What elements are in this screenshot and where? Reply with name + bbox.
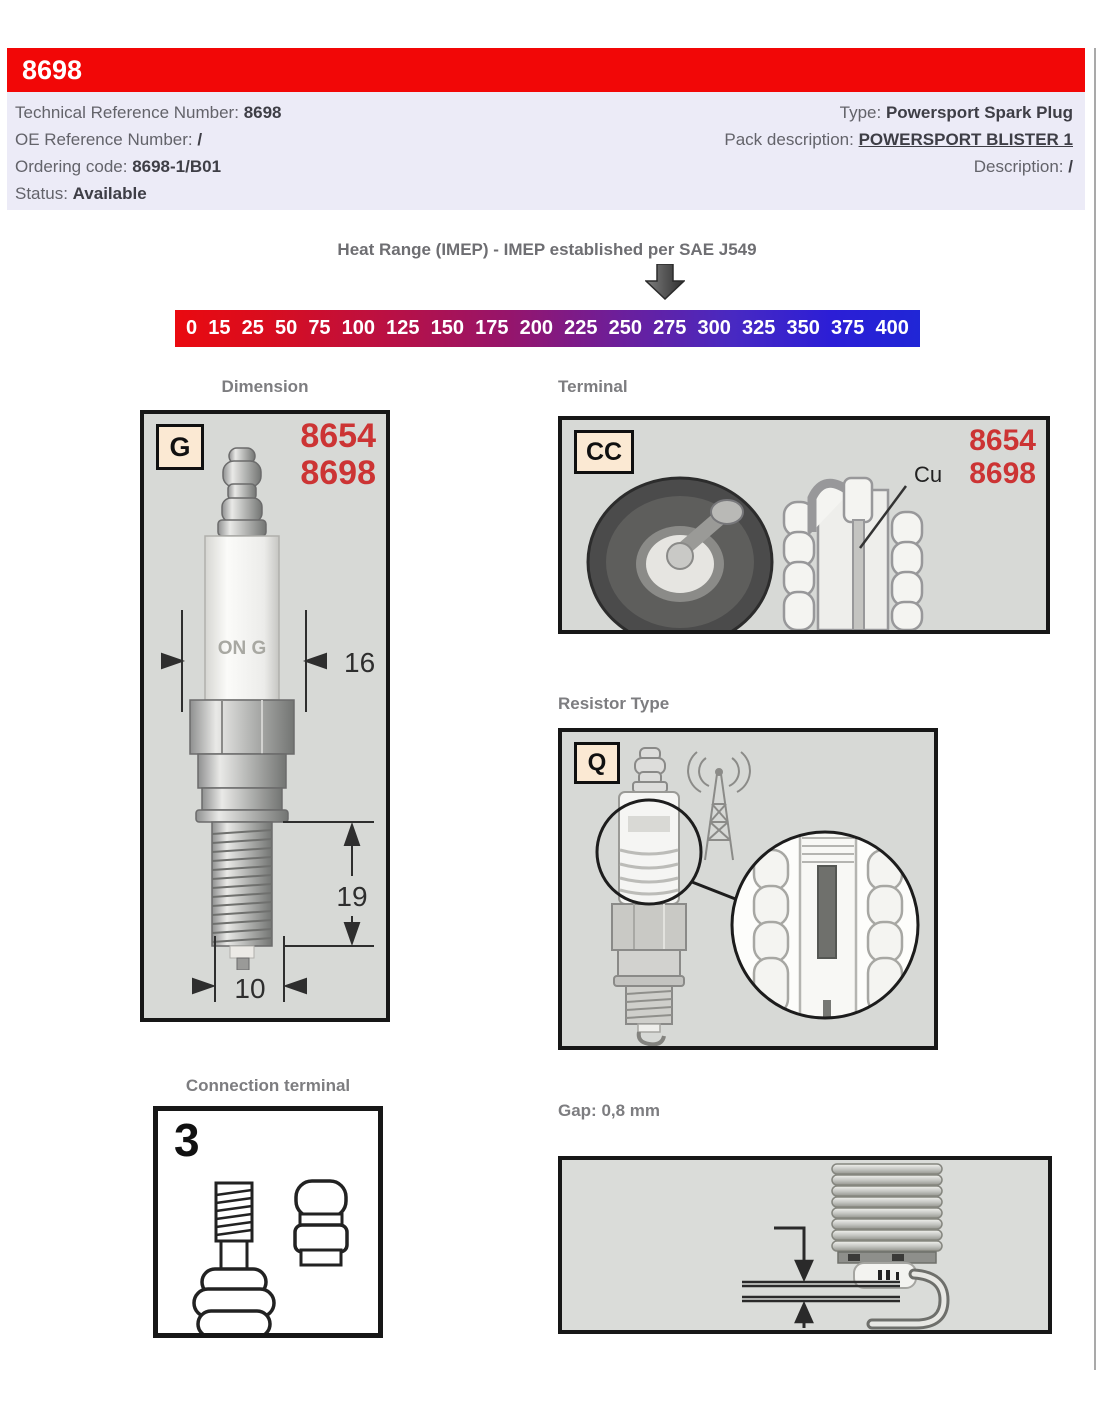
heat-tick: 200: [519, 317, 553, 339]
product-code: 8698: [969, 457, 1036, 490]
title-bar: [7, 48, 1085, 92]
dimension-spark-plug-drawing: [144, 414, 386, 1018]
terminal-nut: [295, 1181, 347, 1265]
connection-type-number: 3: [174, 1114, 200, 1166]
info-label: Type:: [839, 103, 882, 122]
info-value: /: [197, 130, 203, 149]
heat-range-scale-bar: [175, 310, 920, 347]
radio-tower-icon: [688, 752, 750, 860]
connection-terminal-panel: [153, 1106, 383, 1338]
info-label: Status:: [15, 184, 68, 203]
dimension-value-10: 10: [234, 973, 266, 1004]
gap-plug-threads: [832, 1164, 942, 1263]
heat-tick: 15: [208, 317, 231, 339]
plug-ceramic-insulator: [205, 536, 279, 700]
dimension-badge: G: [156, 424, 204, 470]
page-right-border: [1094, 48, 1096, 1370]
info-value: /: [1068, 157, 1073, 176]
info-label: Ordering code:: [15, 157, 128, 176]
gap-heading: Gap: 0,8 mm: [558, 1101, 661, 1120]
plug-threads: [212, 822, 272, 946]
product-code: 8654: [300, 417, 376, 455]
info-label: Technical Reference Number:: [15, 103, 239, 122]
terminal-top-view: [588, 478, 772, 630]
dimension-panel: [140, 410, 390, 1022]
heat-tick: 50: [274, 317, 298, 339]
heat-tick: 100: [341, 317, 376, 339]
heat-tick: 300: [697, 317, 731, 339]
copper-core-label: Cu: [914, 462, 943, 487]
terminal-panel: [558, 416, 1050, 634]
page-title: 8698: [22, 55, 83, 85]
heat-tick: 275: [653, 317, 687, 339]
terminal-badge: CC: [574, 430, 634, 474]
heat-tick: 175: [475, 317, 509, 339]
gap-insulator-tip: [854, 1263, 916, 1288]
heat-tick: 125: [386, 317, 420, 339]
info-row-pack-description: [724, 126, 1073, 153]
info-row-technical-reference: [15, 99, 282, 126]
dimension-value-19: 19: [336, 881, 368, 912]
heat-tick: 250: [608, 317, 642, 339]
info-row-type: [724, 99, 1073, 126]
info-label: Pack description:: [724, 130, 854, 149]
connection-terminal-heading: Connection terminal: [185, 1076, 351, 1095]
resistor-panel: [558, 728, 938, 1050]
dimension-product-codes: [300, 418, 376, 492]
info-row-oe-reference: [15, 126, 282, 153]
product-code: 8654: [969, 424, 1036, 457]
resistor-badge: Q: [574, 742, 620, 784]
info-value: Available: [72, 184, 147, 203]
resistor-type-heading: Resistor Type: [558, 694, 670, 713]
info-row-description: [724, 153, 1073, 180]
info-right-column: [724, 99, 1073, 210]
heat-range-pointer-arrow-icon: [645, 264, 685, 300]
ceramic-brand-print: ON G: [217, 638, 267, 659]
info-label: OE Reference Number:: [15, 130, 193, 149]
info-box: [7, 92, 1085, 210]
heat-tick: 225: [564, 317, 598, 339]
plug-shell: [196, 754, 288, 822]
info-value: 8698: [243, 103, 282, 122]
heat-range-heading: Heat Range (IMEP) - IMEP established per SAE J549: [337, 240, 757, 259]
terminal-heading: Terminal: [558, 377, 628, 396]
heat-tick: 375: [831, 317, 865, 339]
terminal-cutaway: [784, 478, 922, 630]
heat-tick: 400: [875, 317, 909, 339]
terminal-product-codes: [969, 424, 1036, 490]
dimension-heading: Dimension: [221, 377, 309, 396]
gap-panel: [558, 1156, 1052, 1334]
info-value: 8698-1/B01: [132, 157, 222, 176]
plug-terminal-knob: [218, 448, 266, 536]
threaded-stud: [194, 1183, 274, 1333]
info-label: Description:: [973, 157, 1064, 176]
heat-tick: 325: [742, 317, 776, 339]
heat-tick: 150: [430, 317, 465, 339]
info-row-status: [15, 180, 282, 207]
gap-illustration: [562, 1160, 1048, 1330]
heat-tick: 75: [308, 317, 331, 339]
product-code: 8698: [300, 454, 376, 492]
pack-description-link[interactable]: POWERSPORT BLISTER 1: [858, 130, 1073, 149]
heat-tick: 25: [241, 317, 264, 339]
info-value: Powersport Spark Plug: [885, 103, 1073, 122]
dimension-value-16: 16: [344, 647, 376, 678]
info-row-ordering-code: [15, 153, 282, 180]
heat-tick: 0: [186, 317, 198, 339]
info-left-column: [15, 99, 282, 210]
plug-hex-nut: [190, 700, 294, 754]
heat-tick: 350: [786, 317, 820, 339]
